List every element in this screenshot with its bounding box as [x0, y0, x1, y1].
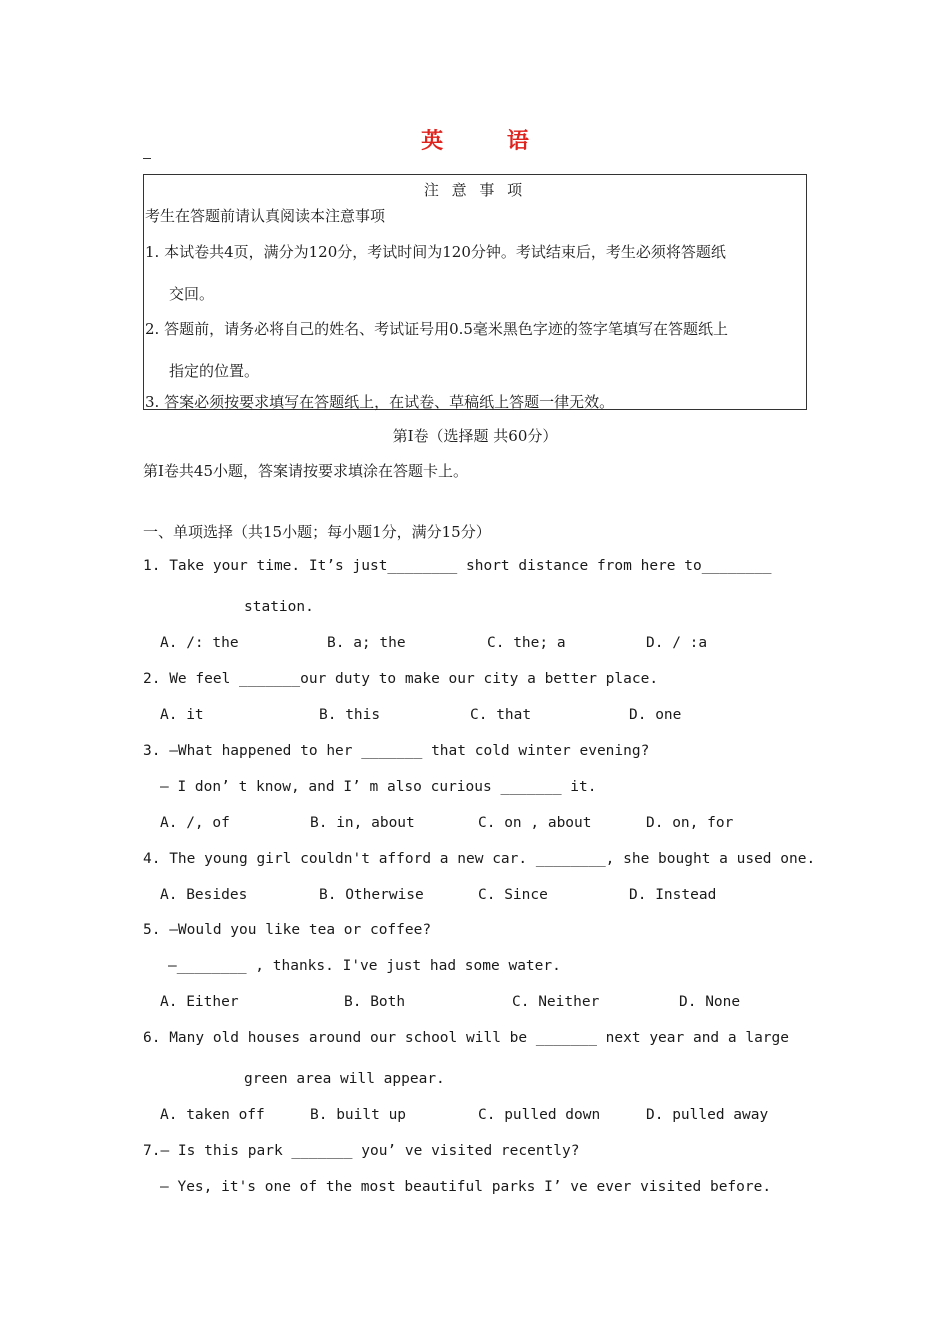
question-3-option-c: C. on , about — [478, 815, 592, 831]
question-6-option-c: C. pulled down — [478, 1107, 601, 1123]
question-1-stem-cont: station. — [244, 599, 314, 615]
question-2-option-a: A. it — [160, 707, 204, 723]
question-4-option-a: A. Besides — [160, 887, 248, 903]
question-3-option-b: B. in, about — [310, 815, 415, 831]
question-5-stem: 5. —Would you like tea or coffee? — [143, 922, 432, 938]
question-6-stem: 6. Many old houses around our school will be _______ next year and a large — [143, 1030, 790, 1046]
question-3-option-a: A. /, of — [160, 815, 230, 831]
question-1-option-c: C. the; a — [487, 635, 566, 651]
question-3-option-d: D. on, for — [646, 815, 734, 831]
part1-desc: 第Ⅰ卷共45小题，答案请按要求填涂在答题卡上。 — [143, 462, 469, 480]
question-4-option-b: B. Otherwise — [319, 887, 424, 903]
notice-item-2-cont: 指定的位置。 — [169, 362, 260, 380]
notice-intro: 考生在答题前请认真阅读本注意事项 — [145, 207, 386, 225]
question-6-stem-cont: green area will appear. — [244, 1071, 445, 1087]
notice-box — [143, 174, 807, 410]
question-4-option-d: D. Instead — [629, 887, 717, 903]
question-4-stem: 4. The young girl couldn't afford a new car. ________, she bought a used one. — [143, 851, 816, 867]
question-2-option-d: D. one — [629, 707, 682, 723]
notice-item-1: 1. 本试卷共4页，满分为120分，考试时间为120分钟。考试结束后，考生必须将答题纸 — [145, 243, 726, 261]
question-5-option-a: A. Either — [160, 994, 239, 1010]
page-title: 英 语 — [421, 128, 557, 154]
notice-heading: 注 意 事 项 — [423, 181, 527, 199]
question-4-option-c: C. Since — [478, 887, 548, 903]
question-2-option-c: C. that — [470, 707, 532, 723]
notice-item-3: 3. 答案必须按要求填写在答题纸上，在试卷、草稿纸上答题一律无效。 — [145, 393, 615, 411]
question-3-stem: 3. —What happened to her _______ that cold winter evening? — [143, 743, 650, 759]
question-6-option-a: A. taken off — [160, 1107, 265, 1123]
notice-item-1-cont: 交回。 — [169, 285, 215, 303]
question-5-option-c: C. Neither — [512, 994, 600, 1010]
question-1-option-b: B. a; the — [327, 635, 406, 651]
question-1-option-d: D. / :a — [646, 635, 708, 651]
question-6-option-d: D. pulled away — [646, 1107, 769, 1123]
question-5-stem-cont: —________ , thanks. I've just had some water. — [168, 958, 561, 974]
notice-item-2: 2. 答题前，请务必将自己的姓名、考试证号用0.5毫米黑色字迹的签字笔填写在答题纸上 — [145, 320, 728, 338]
part1-title: 第Ⅰ卷（选择题 共60分） — [392, 427, 558, 445]
divider-mark — [143, 158, 151, 159]
question-2-stem: 2. We feel _______our duty to make our city a better place. — [143, 671, 659, 687]
question-6-option-b: B. built up — [310, 1107, 407, 1123]
question-1-option-a: A. /: the — [160, 635, 239, 651]
question-2-option-b: B. this — [319, 707, 381, 723]
question-7-stem: 7.— Is this park _______ you’ ve visited recently? — [143, 1143, 580, 1159]
question-3-stem-cont: — I don’ t know, and I’ m also curious _______ it. — [160, 779, 597, 795]
section1-title: 一、单项选择（共15小题；每小题1分，满分15分） — [143, 523, 491, 541]
question-5-option-b: B. Both — [344, 994, 406, 1010]
question-5-option-d: D. None — [679, 994, 741, 1010]
question-7-stem-cont: — Yes, it's one of the most beautiful parks I’ ve ever visited before. — [160, 1179, 772, 1195]
question-1-stem: 1. Take your time. It’s just________ short distance from here to________ — [143, 558, 772, 574]
